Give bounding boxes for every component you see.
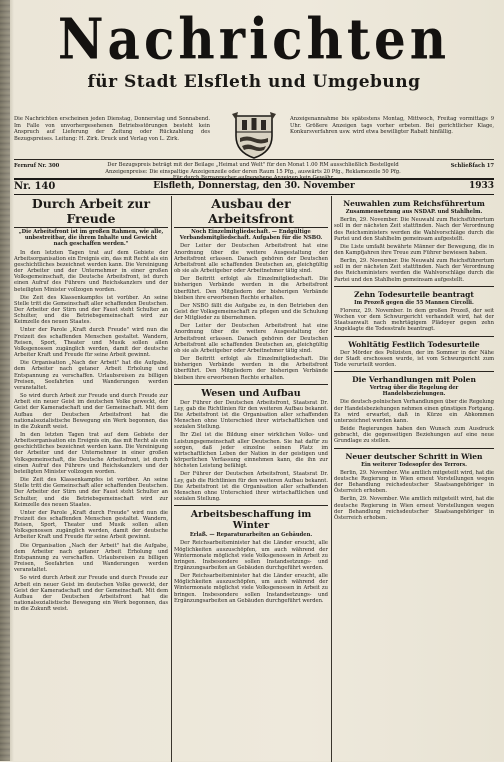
- phone-number: Fernruf Nr. 300: [14, 163, 60, 169]
- issue-year: 1933: [468, 181, 494, 191]
- column-divider: [331, 196, 332, 762]
- column-3: [334, 196, 494, 762]
- article-paragraph: Der Beitritt erfolgt als Einzelmitgliedschaft. Die bisherigen Verbände werden in die Arbeitsfront überführt. Den Mitgliedern der bisherigen Verbände bleiben ihre erworbenen Rechte erhalten.: [174, 356, 328, 381]
- section-subhead: Wesen und Aufbau: [201, 387, 301, 399]
- issue-number: Nr. 140: [14, 181, 56, 192]
- advert-price: Anzeigenpreise: Die einspaltige Anzeigenzeile oder deren Raum 15 Pfg., auswärts 20 Pfg., Reklamezeile 50 Pfg.: [105, 168, 401, 175]
- article-paragraph: Die Organisation „Nach der Arbeit" hat die Aufgabe, dem Arbeiter nach getaner Arbeit Erholung und Entspannung zu verschaffen. Urlaubsreisen zu billigen Preisen, Seefahrten und Wanderungen werden veranstaltet.: [14, 360, 168, 391]
- article-headline: Die Verhandlungen mit Polen: [352, 375, 476, 385]
- article-paragraph: Der Leiter der Deutschen Arbeitsfront hat eine Anordnung über die weitere Ausgestaltung der Arbeitsfront erlassen. Danach gehören der Deutschen Arbeitsfront alle schaffenden Deutschen an, gleichgültig ob sie als Arbeitgeber oder Arbeitnehmer tätig sind.: [174, 323, 328, 354]
- article-paragraph: Der Reichsarbeitsminister hat die Länder ersucht, alle Möglichkeiten auszuschöpfen, um auch während der Wintermonate möglichst viele Volksgenossen in Arbeit zu bringen. Insbesondere sollen Instandsetzungs- und Ergänzungsarbeiten an Gebäuden durchgeführt werden.: [174, 540, 328, 572]
- page-binding-edge: [0, 0, 10, 761]
- article-paragraph: Ihr Ziel ist die Bildung einer wirklichen Volks- und Leistungsgemeinschaft aller Deutschen. Sie hat dafür zu sorgen, daß jeder einzelne seinen Platz im wirtschaftlichen Leben der Nation in der geistigen und körperlichen Verfassung einnehmen kann, die ihn zur höchsten Leistung befähigt.: [174, 432, 328, 470]
- column-divider: [171, 196, 172, 762]
- article-paragraph: So wird durch Arbeit zur Freude und durch Freude zur Arbeit ein neuer Geist im deutschen Volke geweckt, der Geist der Kameradschaft und der Gemeinschaft. Mit dem Aufbau der Deutschen Arbeitsfront hat die nationalsozialistische Bewegung ein Werk begonnen, das in die Zukunft weist.: [14, 393, 168, 430]
- section-rule: [174, 384, 328, 385]
- article-headline: Ausbau der Arbeitsfront: [174, 196, 328, 228]
- article-dek: Noch Einzelmitgliedschaft. — Endgültige Verbandsmitgliedschaft. Aufgaben für die NSBO.: [179, 229, 323, 242]
- article-dek: Erlaß. — Reparaturarbeiten an Gebäuden.: [189, 532, 313, 539]
- article-paragraph: In den letzten Tagen trat auf dem Gebiete der Arbeitsorganisation ein Ereignis ein, das mit Recht als ein geschichtliches bezeichnet werden kann. Die Vereinigung der Arbeiter und der Unternehmer in einer großen Volksgemeinschaft, die Deutsche Arbeitsfront, ist durch einen Aufruf des Führers und Reichskanzlers und der beteiligten Minister vollzogen worden.: [14, 249, 168, 293]
- article-dek: Im Prozeß gegen die 55 Mannen Circolli.: [354, 299, 474, 306]
- masthead-subtitle: für Stadt Elsfleth und Umgebung: [87, 72, 421, 92]
- article-paragraph: Die deutsch-polnischen Verhandlungen über die Regelung der Handelsbeziehungen nehmen einen günstigen Fortgang. Es wird erwartet, daß in Kürze ein Abkommen unterzeichnet werden kann.: [334, 399, 494, 424]
- article-paragraph: Der Mörder des Polizisten, der im Sommer in der Nähe der Stadt erschossen wurde, ist vom Schwurgericht zum Tode verurteilt worden.: [334, 349, 494, 368]
- article-paragraph: Florenz, 29. November. In dem großen Prozeß, der seit Wochen vor dem Schwurgericht verhandelt wird, hat der Staatsanwalt nach mehrtägigem Plädoyer gegen zehn Angeklagte die Todesstrafe beantragt.: [334, 307, 494, 333]
- column-1: [14, 196, 168, 762]
- price-row: [14, 159, 494, 181]
- article-paragraph: Unter der Parole „Kraft durch Freude" wird nun die Freizeit des schaffenden Menschen gestaltet. Wandern, Reisen, Sport, Theater und Musik sollen allen Volksgenossen zugänglich werden, damit der deutsche Arbeiter Kraft und Freude für seine Arbeit gewinnt.: [14, 509, 168, 541]
- dateline: [14, 178, 494, 195]
- publication-info-left: Die Nachrichten erscheinen jeden Dienstag, Donnerstag und Sonnabend. Im Falle von unvorhergesehenen Betriebsstörungen besteht kein Anspruch auf Lieferung der Zeitung oder Rückzahlung des Bezugspreises. Leitung: H. Zirk. Druck und Verlag von L. Zirk.: [14, 116, 210, 142]
- article-paragraph: Der Leiter der Deutschen Arbeitsfront hat eine Anordnung über die weitere Ausgestaltung der Arbeitsfront erlassen. Danach gehören der Deutschen Arbeitsfront alle schaffenden Deutschen an, gleichgültig ob sie als Arbeitgeber oder Arbeitnehmer tätig sind.: [174, 243, 328, 275]
- publication-info: [14, 116, 494, 156]
- article-paragraph: Der NSBO fällt die Aufgabe zu, in den Betrieben den Geist der Volksgemeinschaft zu pflegen und die Schulung der Mitglieder zu übernehmen.: [174, 302, 328, 322]
- page-content: [14, 5, 494, 613]
- article-paragraph: Die Organisation „Nach der Arbeit" hat die Aufgabe, dem Arbeiter nach getaner Arbeit Erholung und Entspannung zu verschaffen. Urlaubsreisen zu billigen Preisen, Seefahrten und Wanderungen werden veranstaltet.: [14, 542, 168, 574]
- article-paragraph: Der Reichsarbeitsminister hat die Länder ersucht, alle Möglichkeiten auszuschöpfen, um auch während der Wintermonate möglichst viele Volksgenossen in Arbeit zu bringen. Insbesondere sollen Instandsetzungs- und Ergänzungsarbeiten an Gebäuden durchgeführt werden.: [174, 573, 328, 604]
- article-paragraph: Der Führer der Deutschen Arbeitsfront, Staatsrat Dr. Ley, gab die Richtlinien für den weiteren Aufbau bekannt. Die Arbeitsfront ist die Organisation aller schaffenden Menschen ohne Unterschied ihrer wirtschaftlichen und sozialen Stellung.: [174, 471, 328, 503]
- article-paragraph: Berlin, 29. November. Wie amtlich mitgeteilt wird, hat die deutsche Regierung in Wien erneut Vorstellungen wegen der Behandlung reichsdeutscher Staatsangehöriger in Österreich erhoben.: [334, 469, 494, 495]
- article-dek: Ein weiterer Todesopfer des Terrors.: [361, 461, 467, 468]
- section-rule: [334, 371, 494, 372]
- phone-advert-note: Für durch Fernsprecher aufgegebene Anzeigen kein Gewähr: [172, 175, 334, 181]
- article-dek: Vertrag über die Regelung der Handelsbeziehungen.: [369, 385, 459, 398]
- article-paragraph: Unter der Parole „Kraft durch Freude" wird nun die Freizeit des schaffenden Menschen gestaltet. Wandern, Reisen, Sport, Theater und Musik sollen allen Volksgenossen zugänglich werden, damit der deutsche Arbeiter Kraft und Freude für seine Arbeit gewinnt.: [14, 327, 168, 359]
- town-crest-icon: [230, 110, 278, 160]
- subscription-price: Der Bezugspreis beträgt mit der Beilage „Heimat und Welt" für den Monat 1.00 RM ausschließlich Bestellgeld: [107, 162, 399, 168]
- article-paragraph: Die Zeit des Klassenkampfes ist vorüber. An seine Stelle tritt die Gemeinschaft aller schaffenden Deutschen. Der Arbeiter der Stirn und der Faust steht Schulter an Schulter, und die Betriebsgemeinschaft wird zur Keimzelle des neuen Staates.: [14, 294, 168, 326]
- masthead-title: Nachrichten: [57, 5, 451, 72]
- article-headline: Neuwahlen zum Reichsführertum: [343, 199, 485, 208]
- article-headline: Durch Arbeit zur Freude: [14, 196, 168, 228]
- section-rule: [334, 448, 494, 449]
- article-paragraph: In den letzten Tagen trat auf dem Gebiete der Arbeitsorganisation ein Ereignis ein, das mit Recht als ein geschichtliches bezeichnet werden kann. Die Vereinigung der Arbeiter und der Unternehmer in einer großen Volksgemeinschaft, die Deutsche Arbeitsfront, ist durch einen Aufruf des Führers und Reichskanzlers und der beteiligten Minister vollzogen worden.: [14, 431, 168, 475]
- article-paragraph: Beide Regierungen haben den Wunsch zum Ausdruck gebracht, die gegenseitigen Beziehungen auf eine neue Grundlage zu stellen.: [334, 426, 494, 445]
- section-rule: [334, 336, 494, 337]
- column-2: [174, 196, 328, 762]
- po-box: Schließfach 17: [450, 163, 494, 169]
- article-paragraph: Der Beitritt erfolgt als Einzelmitgliedschaft. Die bisherigen Verbände werden in die Arbeitsfront überführt. Den Mitgliedern der bisherigen Verbände bleiben ihre erworbenen Rechte erhalten.: [174, 276, 328, 301]
- section-subhead: Arbeitsbeschaffung im Winter: [190, 509, 312, 532]
- article-paragraph: Der Führer der Deutschen Arbeitsfront, Staatsrat Dr. Ley, gab die Richtlinien für den weiteren Aufbau bekannt. Die Arbeitsfront ist die Organisation aller schaffenden Menschen ohne Unterschied ihrer wirtschaftlichen und sozialen Stellung.: [174, 399, 328, 431]
- article-paragraph: Berlin, 29. November. Die Neuwahl zum Reichsführertum soll in der nächsten Zeit stattfinden. Nach der Verordnung des Reichsministers werden die Wahlvorschläge durch die Partei und den Stahlhelm gemeinsam aufgestellt.: [334, 217, 494, 242]
- section-rule: [334, 286, 494, 287]
- article-headline: Neuer deutscher Schritt in Wien: [345, 451, 483, 461]
- article-dek: Zusammensetzung aus NSDAP. und Stahlhelm.: [345, 209, 483, 215]
- section-rule: [174, 505, 328, 506]
- publication-info-right: Anzeigenannahme bis spätestens Montag, Mittwoch, Freitag vormittags 9 Uhr. Größere Anzeigen tags vorher erbeten. Bei gerichtlicher Klage, Konkursverfahren usw. wird etwa bewilligter Rabatt hinfällig.: [290, 116, 494, 136]
- masthead: [14, 6, 494, 114]
- issue-date: Elsfleth, Donnerstag, den 30. November: [153, 181, 355, 191]
- article-paragraph: Die Liste umfaßt bewährte Männer der Bewegung, die in den Kampfjahren ihre Treue zum Führer bewiesen haben.: [334, 243, 494, 256]
- article-paragraph: Die Zeit des Klassenkampfes ist vorüber. An seine Stelle tritt die Gemeinschaft aller schaffenden Deutschen. Der Arbeiter der Stirn und der Faust steht Schulter an Schulter, und die Betriebsgemeinschaft wird zur Keimzelle des neuen Staates.: [14, 477, 168, 508]
- article-paragraph: So wird durch Arbeit zur Freude und durch Freude zur Arbeit ein neuer Geist im deutschen Volke geweckt, der Geist der Kameradschaft und der Gemeinschaft. Mit dem Aufbau der Deutschen Arbeitsfront hat die nationalsozialistische Bewegung ein Werk begonnen, das in die Zukunft weist.: [14, 575, 168, 613]
- article-headline: Wohltätig Festlich Todesurteile: [348, 339, 480, 349]
- article-paragraph: Berlin, 29. November. Die Neuwahl zum Reichsführertum soll in der nächsten Zeit stattfinden. Nach der Verordnung des Reichsministers werden die Wahlvorschläge durch die Partei und den Stahlhelm gemeinsam aufgestellt.: [334, 258, 494, 283]
- article-paragraph: Berlin, 29. November. Wie amtlich mitgeteilt wird, hat die deutsche Regierung in Wien erneut Vorstellungen wegen der Behandlung reichsdeutscher Staatsangehöriger in Österreich erhoben.: [334, 496, 494, 521]
- article-columns: [14, 196, 494, 762]
- article-headline: Zehn Todesurteile beantragt: [354, 289, 474, 299]
- article-dek: „Die Arbeitsfront ist im großen Rahmen, wie alle, unbestreitbar, die ihrem Inhalte und Gewicht nach geschaffen werden.": [18, 229, 164, 248]
